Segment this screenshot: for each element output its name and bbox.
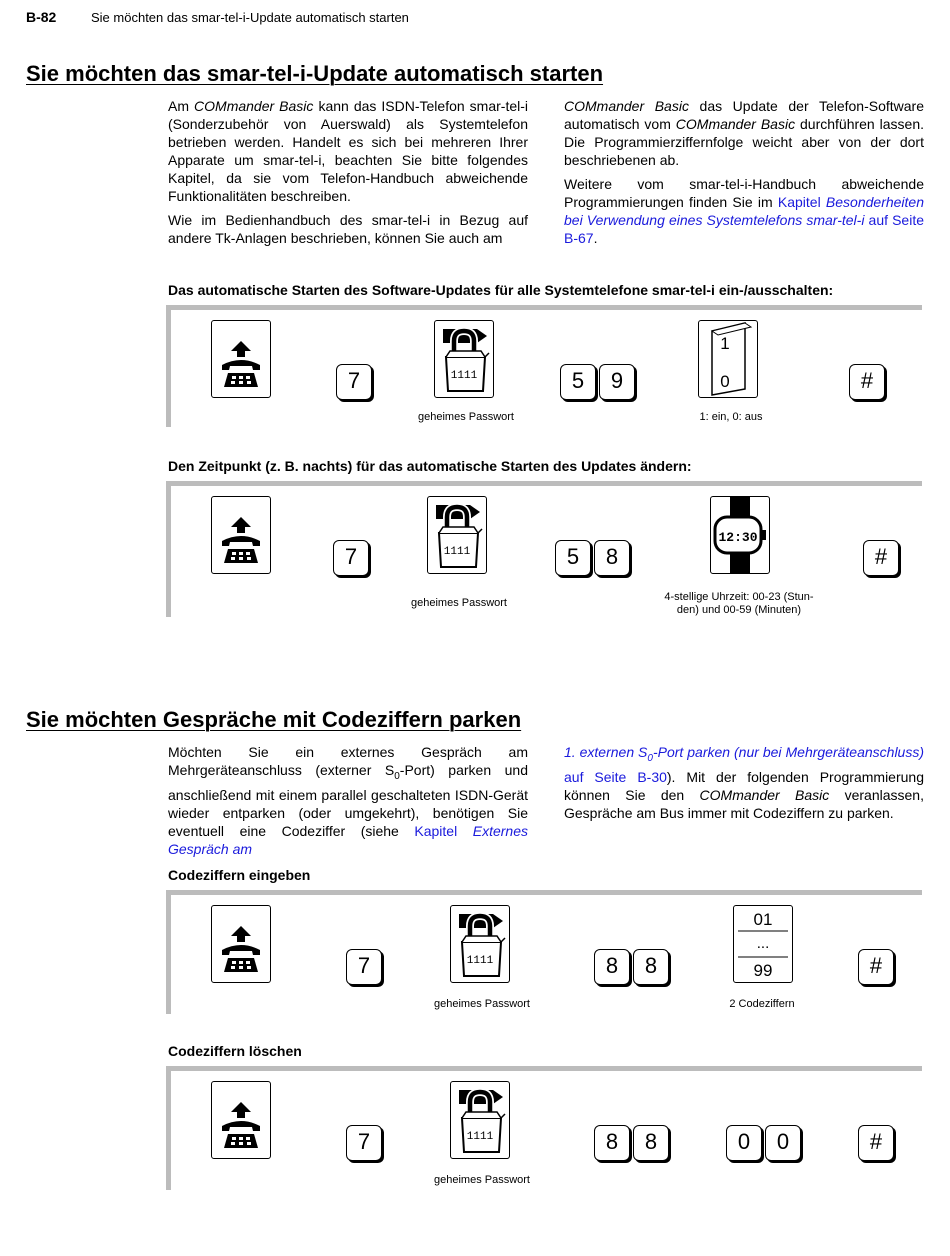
key-hash: # [849, 364, 885, 400]
pw-digits: 1111 [450, 370, 478, 382]
padlock-password-icon [450, 905, 510, 983]
paragraph [564, 743, 924, 822]
paragraph [168, 743, 528, 858]
handset-off-hook-icon [211, 320, 271, 398]
switch-label-off: 0 [720, 372, 730, 391]
link-text[interactable]: Kapitel [414, 822, 473, 839]
section1-left-column [168, 97, 528, 253]
link-text[interactable]: Externes Gespräch am [168, 822, 528, 857]
text: durchführen lassen. Die Programmierziffernfolge weicht aber von der dort beschriebenen ab. [564, 116, 924, 168]
caption-line: den) und 00-59 (Minuten) [676, 604, 802, 616]
text: Weitere vom smar-tel-i-Handbuch abweichende Programmierungen finden Sie im [564, 176, 924, 210]
caption-clock [659, 591, 819, 617]
block-heading-code-enter: Codeziffern eingeben [168, 867, 311, 883]
link-text[interactable]: 1. externen S [564, 744, 648, 760]
text: . [593, 230, 598, 246]
caption-password: geheimes Passwort [411, 597, 507, 609]
keysequence-panel [166, 890, 922, 1014]
padlock-password-icon [434, 320, 494, 398]
code-range-icon [733, 905, 793, 983]
section1-right-column [564, 97, 924, 253]
product-name: COMmander Basic [675, 116, 796, 132]
keysequence-panel [166, 305, 922, 427]
caption-switch: 1: ein, 0: aus [699, 411, 763, 423]
block-heading-code-delete: Codeziffern löschen [168, 1043, 302, 1059]
link-text[interactable]: auf Seite B-67 [564, 212, 925, 246]
block-heading-update-time: Den Zeitpunkt (z. B. nachts) für das automatische Starten des Updates ändern: [168, 458, 692, 474]
key-7: 7 [336, 364, 372, 400]
caption-password: geheimes Passwort [434, 998, 530, 1010]
keysequence-panel [166, 1066, 922, 1190]
product-name: COMmander Basic [564, 98, 689, 114]
key-8: 8 [594, 949, 630, 985]
paragraph [564, 97, 924, 169]
key-hash: # [863, 540, 899, 576]
link-text[interactable]: Kapitel [777, 194, 826, 210]
text: -Port) parken und anschließend mit einem parallel geschalteten ISDN-Gerät wieder entparken (oder umgekehrt), benötigen Sie eventuell eine Codeziffer (siehe [168, 762, 528, 839]
key-8: 8 [633, 1125, 669, 1161]
subscript: 0 [394, 770, 400, 782]
key-8: 8 [594, 1125, 630, 1161]
key-0: 0 [726, 1125, 762, 1161]
pw-digits: 1111 [443, 546, 471, 558]
caption-password: geheimes Passwort [418, 411, 514, 423]
code-last: 99 [753, 961, 773, 980]
key-hash: # [858, 949, 894, 985]
text: Am [168, 98, 195, 114]
paragraph: Wie im Bedienhandbuch des smar-tel-i in Bezug auf andere Tk-Anlagen beschrieben, können Sie auch am [168, 212, 528, 246]
clock-time: 12:30 [718, 530, 758, 545]
text: Möchten Sie ein externes Gespräch am Mehrgeräteanschluss (externer S [168, 744, 528, 778]
wristwatch-icon [710, 496, 770, 574]
key-5: 5 [560, 364, 596, 400]
key-7: 7 [333, 540, 369, 576]
code-first: 01 [753, 910, 773, 929]
key-7: 7 [346, 1125, 382, 1161]
key-7: 7 [346, 949, 382, 985]
caption-line: 4-stellige Uhrzeit: 00-23 (Stun- [664, 591, 814, 603]
section-title-update: Sie möchten das smar-tel-i-Update automatisch starten [26, 61, 604, 86]
key-hash: # [858, 1125, 894, 1161]
pw-digits: 1111 [466, 955, 494, 967]
product-name: COMmander Basic [699, 786, 830, 803]
paragraph [168, 97, 528, 205]
keysequence-panel [166, 481, 922, 617]
paragraph [564, 175, 924, 247]
handset-off-hook-icon [211, 905, 271, 983]
key-8: 8 [594, 540, 630, 576]
subscript[interactable]: 0 [647, 752, 653, 764]
running-title: Sie möchten das smar-tel-i-Update automatisch starten [91, 10, 409, 25]
handset-off-hook-icon [211, 496, 271, 574]
caption-codes: 2 Codeziffern [729, 998, 795, 1010]
caption-password: geheimes Passwort [434, 1174, 530, 1186]
block-heading-update-toggle: Das automatische Starten des Software-Updates für alle Systemtelefone smar-tel-i ein-/ausschalten: [168, 282, 834, 298]
key-0: 0 [765, 1125, 801, 1161]
pw-digits: 1111 [466, 1131, 494, 1143]
key-5: 5 [555, 540, 591, 576]
section-title-park: Sie möchten Gespräche mit Codeziffern parken [26, 707, 522, 732]
link-text[interactable]: auf Seite B-30 [564, 768, 667, 785]
code-ellipsis: ... [756, 935, 770, 952]
text: veranlassen, Gespräche am Bus immer mit Codeziffern zu parken. [564, 786, 924, 821]
text: ). Mit der folgenden Programmierung können Sie den [564, 768, 924, 803]
product-name: COMmander Basic [194, 98, 314, 114]
handset-off-hook-icon [211, 1081, 271, 1159]
key-8: 8 [633, 949, 669, 985]
page-number: B-82 [26, 9, 57, 25]
section2-right-column [564, 743, 924, 828]
section2-left-column [168, 743, 528, 864]
text: kann das ISDN-Telefon smar-tel-i (Sonderzubehör von Auerswald) als Systemtelefon betrieben werden. Handelt es sich bei mehreren Ihrer Apparate um smar-tel-i, beachten Sie bitte folgendes Kapitel, da sie vom Telefon-Handbuch abweichende Funktionalitäten beschreiben. [168, 98, 529, 204]
link-text[interactable]: Besonderheiten bei Verwendung eines Systemtelefons smar-tel-i [564, 194, 924, 228]
padlock-password-icon [427, 496, 487, 574]
switch-label-on: 1 [720, 334, 730, 353]
text: das Update der Telefon-Software automatisch vom [564, 98, 925, 132]
padlock-password-icon [450, 1081, 510, 1159]
switch-on-off-icon [698, 320, 758, 398]
link-text[interactable]: -Port parken (nur bei Mehrgeräteanschluss) [652, 744, 925, 760]
key-9: 9 [599, 364, 635, 400]
